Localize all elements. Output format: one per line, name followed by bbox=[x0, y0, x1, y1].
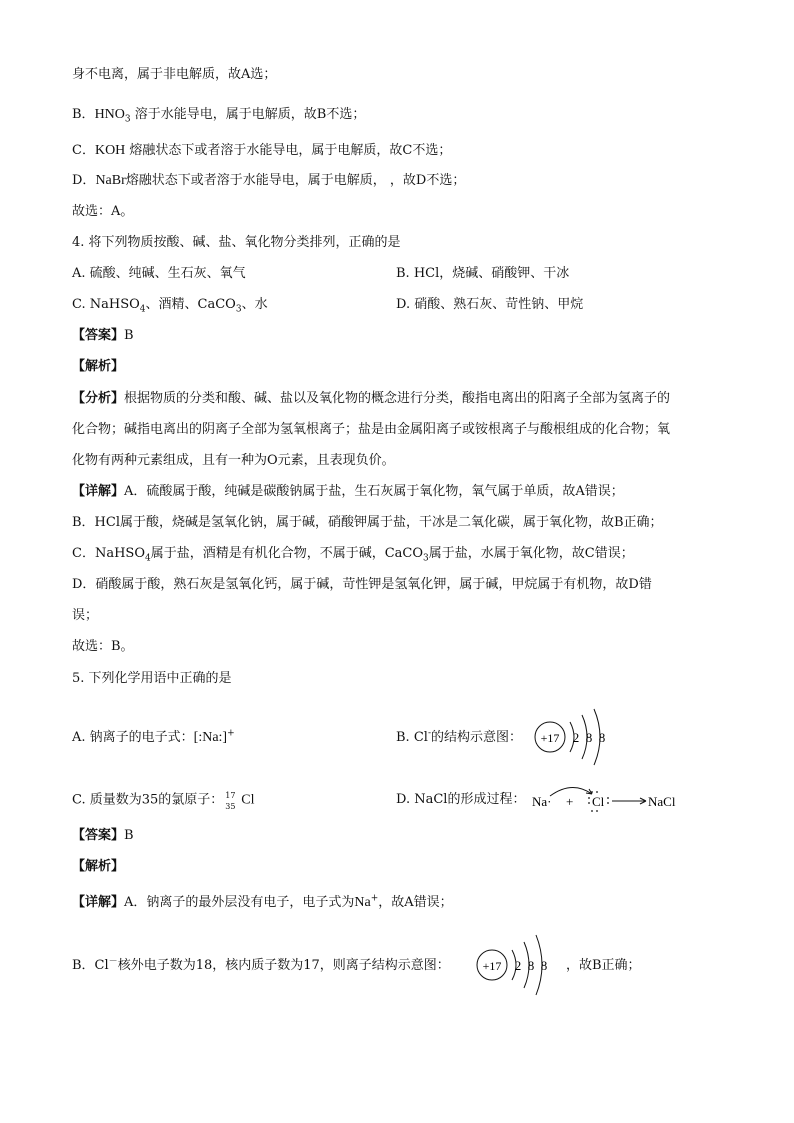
electron-dot bbox=[588, 802, 590, 804]
electron-dot bbox=[591, 810, 593, 812]
answer-value: B bbox=[124, 828, 134, 843]
shell-count: 2 bbox=[514, 958, 522, 973]
formula: NaBr bbox=[95, 173, 126, 188]
choose-line: 故选：B。 bbox=[72, 639, 134, 654]
answer-value: B bbox=[124, 328, 134, 343]
question-stem: 4. 将下列物质按酸、碱、盐、氧化物分类排列，正确的是 bbox=[72, 235, 401, 250]
option-a: A. 硫酸、纯碱、生石灰、氧气 bbox=[72, 266, 246, 281]
text: 熔融状态下或者溶于水能导电，属于电解质，故C不选； bbox=[125, 143, 452, 158]
fenxi-line: 【分析】根据物质的分类和酸、碱、盐以及氧化物的概念进行分类，酸指电离出的阳离子全部为氢离子的 bbox=[72, 391, 671, 406]
nucleus-label: +17 bbox=[482, 959, 502, 973]
text: C． bbox=[72, 143, 95, 158]
subscript: 3 bbox=[124, 114, 131, 125]
analysis-label: 【解析】 bbox=[72, 359, 125, 374]
text: 溶于水能导电，属于电解质，故B不选； bbox=[130, 107, 366, 122]
shell-count: 8 bbox=[585, 730, 593, 745]
option-a: A. 钠离子的电子式：[:Na:]+ bbox=[72, 728, 235, 745]
option-b: B. Cl-的结构示意图： bbox=[396, 728, 522, 745]
analysis-label: 【解析】 bbox=[72, 859, 125, 874]
detail-line: B．Cl－核外电子数为18，核内质子数为17，则离子结构示意图： bbox=[72, 956, 450, 973]
formula: HNO bbox=[94, 107, 125, 122]
text-line bbox=[72, 172, 465, 190]
text: 身不电离，属于非电解质，故A选； bbox=[72, 67, 277, 82]
text: B． bbox=[72, 107, 95, 122]
electron-dot bbox=[607, 797, 609, 799]
electron-dot bbox=[607, 802, 609, 804]
na-symbol: Na· bbox=[532, 794, 552, 809]
text-line bbox=[72, 142, 451, 160]
answer-label: 【答案】 bbox=[72, 828, 125, 843]
shell-count: 8 bbox=[598, 730, 606, 745]
detail-line: D．硝酸属于酸，熟石灰是氢氧化钙，属于碱，苛性钾是氢氧化钾，属于碱，甲烷属于有机物，故D错 bbox=[72, 577, 652, 592]
electron-formula: [:Na:] bbox=[193, 730, 228, 745]
nuclide-notation: 17 35 bbox=[225, 791, 236, 811]
electron-dot bbox=[596, 810, 598, 812]
text: 熔融状态下或者溶于水能导电，属于电解质， ，故D不选； bbox=[125, 173, 466, 188]
cl-symbol: Cl bbox=[592, 794, 605, 809]
formation-diagram-d bbox=[528, 776, 688, 820]
answer-line bbox=[72, 327, 134, 345]
answer-line bbox=[72, 827, 134, 845]
fenxi-line: 化合物；碱指电离出的阴离子全部为氢氧根离子；盐是由金属阳离子或铵根离子与酸根组成的化合物；氧 bbox=[72, 422, 671, 437]
detail-line: 误； bbox=[72, 608, 99, 623]
shell-count: 2 bbox=[572, 730, 580, 745]
option-b: B. HCl，烧碱、硝酸钾、干冰 bbox=[396, 266, 570, 281]
detail-line: C．NaHSO$_4$属于盐，酒精是有机化合物，不属于碱，CaCO$_3$属于盐，水属于氧化物，故C错误； bbox=[72, 546, 634, 564]
electron-dot bbox=[591, 791, 593, 793]
electron-dot bbox=[596, 791, 598, 793]
nucleus-label: +17 bbox=[540, 731, 560, 745]
option-c: C. 质量数为35的氯原子： 17 35 Cl bbox=[72, 791, 255, 811]
shell-count: 8 bbox=[527, 958, 535, 973]
text-line bbox=[72, 106, 365, 124]
shell-count: 8 bbox=[540, 958, 548, 973]
text: D． bbox=[72, 173, 96, 188]
detail-line: B．HCl属于酸，烧碱是氢氧化钠，属于碱，硝酸钾属于盐，干冰是二氧化碳，属于氧化物，故B正确； bbox=[72, 515, 663, 530]
text: 故选：A。 bbox=[72, 204, 134, 219]
detail-line: 【详解】A．硫酸属于酸，纯碱是碳酸钠属于盐，生石灰属于氧化物，氧气属于单质，故A错误； bbox=[72, 484, 624, 499]
product: NaCl bbox=[648, 794, 676, 809]
structure-diagram-detail bbox=[474, 932, 564, 998]
detail-line-tail: ，故B正确； bbox=[566, 958, 641, 973]
formula: KOH bbox=[94, 143, 126, 158]
option-d: D. 硝酸、熟石灰、苛性钠、甲烷 bbox=[396, 297, 584, 312]
option-c: C. NaHSO$_4$、酒精、CaCO$_3$、水 bbox=[72, 297, 268, 315]
answer-label: 【答案】 bbox=[72, 328, 125, 343]
option-d: D. NaCl的形成过程： bbox=[396, 792, 526, 807]
text-line bbox=[72, 66, 276, 84]
electron-dot bbox=[588, 797, 590, 799]
text-line bbox=[72, 203, 133, 221]
structure-diagram-b bbox=[530, 706, 620, 766]
question-stem: 5. 下列化学用语中正确的是 bbox=[72, 671, 232, 686]
detail-line: 【详解】A．钠离子的最外层没有电子，电子式为Na+，故A错误； bbox=[72, 893, 453, 910]
plus-sign: + bbox=[566, 794, 574, 809]
fenxi-line: 化物有两种元素组成，且有一种为O元素，且表现负价。 bbox=[72, 453, 395, 468]
